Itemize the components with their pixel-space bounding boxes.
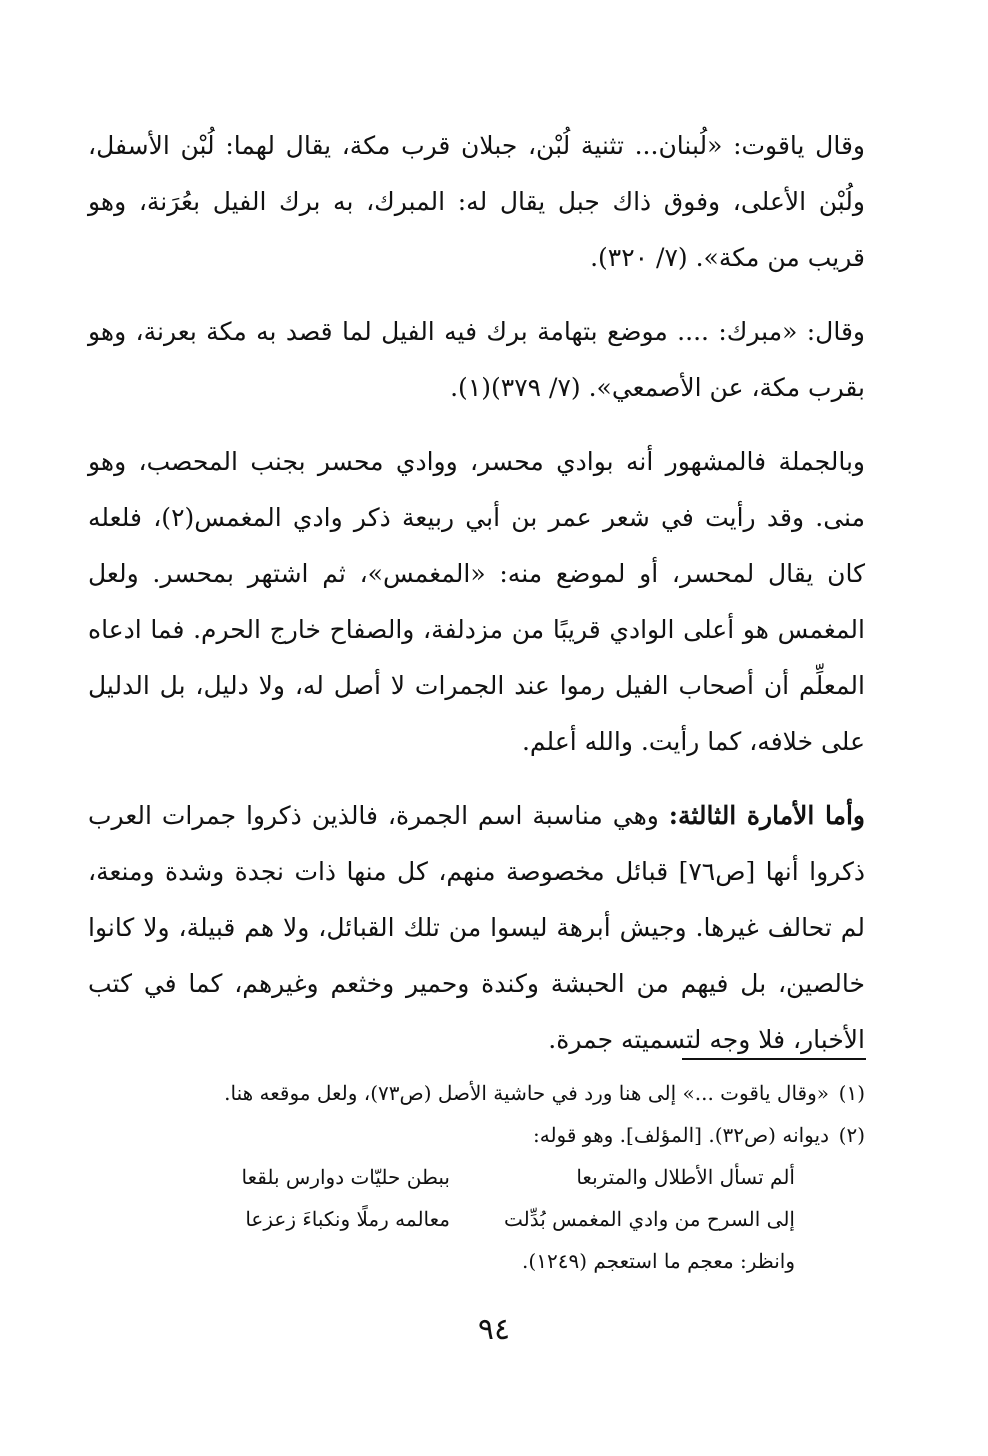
footnote-1-text: «وقال ياقوت ...» إلى هنا ورد في حاشية الأصل (ص٧٣)، ولعل موقعه هنا. (224, 1081, 829, 1105)
footnote-2 (120, 1114, 865, 1156)
verse-2-second-hemistich: معالمه رملًا ونكباءَ زعزعا (245, 1207, 450, 1231)
paragraph-2: وقال: «مبرك: .... موضع بتهامة برك فيه الفيل لما قصد به مكة بعرنة، وهو بقرب مكة، عن الأصمعي». (٧/ ٣٧٩)(١). (88, 317, 865, 402)
verse-line-1 (120, 1156, 865, 1198)
verse-line-2 (120, 1198, 865, 1240)
paragraph-4-text: وهي مناسبة اسم الجمرة، فالذين ذكروا جمرات العرب ذكروا أنها [ص٧٦] قبائل مخصوصة منهم، كل منها ذات نجدة وشدة ومنعة، لم تحالف غيرها. وجيش أبرهة ليسوا من تلك القبائل، ولا هم قبيلة، ولا كانوا خالصين، بل فيهم من الحبشة وكندة وحمير وخثعم وغيرهم، كما في كتب الأخبار، فلا وجه لتسميته جمرة. (88, 801, 865, 1054)
main-text (88, 118, 865, 1086)
page-number: ٩٤ (477, 1312, 511, 1347)
footnote-1 (120, 1072, 865, 1114)
footnote-2-number: (٢) (838, 1123, 865, 1147)
paragraph-4 (88, 788, 865, 1068)
footnote-source: وانظر: معجم ما استعجم (١٢٤٩). (522, 1249, 795, 1273)
paragraph-1: وقال ياقوت: «لُبنان... تثنية لُبْن، جبلان قرب مكة، يقال لهما: لُبْن الأسفل، ولُبْن الأعلى، وفوق ذاك جبل يقال له: المبرك، به برك الفيل بعُرَنة، وهو قريب من مكة». (٧/ ٣٢٠). (88, 131, 865, 272)
paragraph-3: وبالجملة فالمشهور أنه بوادي محسر، ووادي محسر بجنب المحصب، وهو منى. وقد رأيت في شعر عمر بن أبي ربيعة ذكر وادي المغمس(٢)، فلعله كان يقال لمحسر، أو لموضع منه: «المغمس»، ثم اشتهر بمحسر. ولعل المغمس هو أعلى الوادي قريبًا من مزدلفة، والصفاح خارج الحرم. فما ادعاه المعلِّم أن أصحاب الفيل رموا عند الجمرات لا أصل له، ولا دليل، بل الدليل على خلافه، كما رأيت. والله أعلم. (88, 447, 865, 756)
verse-1-second-hemistich: ببطن حليّات دوارس بلقعا (241, 1165, 450, 1189)
verse-2-first-hemistich: إلى السرح من وادي المغمس بُدِّلت (504, 1207, 795, 1231)
footnotes (120, 1072, 865, 1282)
paragraph-4-lead: وأما الأمارة الثالثة: (668, 801, 865, 830)
footnote-separator (682, 1058, 866, 1060)
verse-1-first-hemistich: ألم تسأل الأطلال والمتربعا (576, 1165, 795, 1189)
footnote-1-number: (١) (838, 1081, 865, 1105)
footnote-2-text: ديوانه (ص٣٢). [المؤلف]. وهو قوله: (532, 1123, 829, 1147)
